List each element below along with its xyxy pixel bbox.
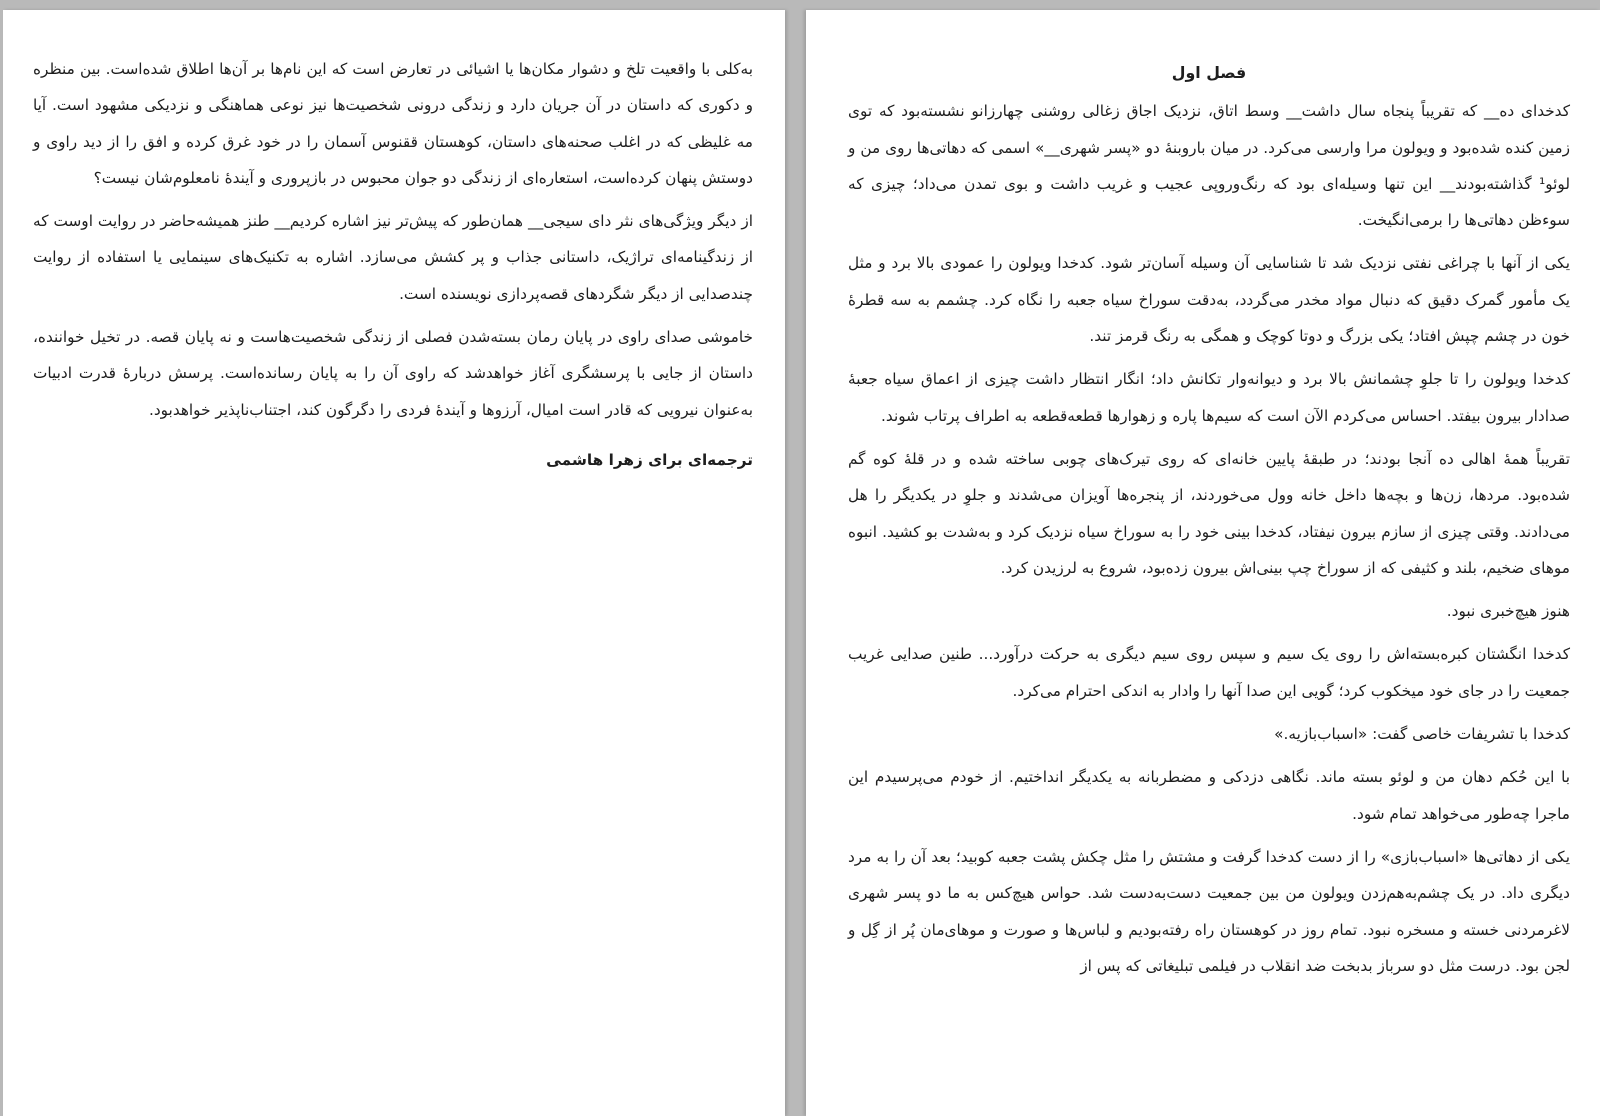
paragraph: به‌کلی با واقعیت تلخ و دشوار مکان‌ها یا اشیائی در تعارض است که این نام‌ها بر آن‌ها اطلاق شده‌است. بین منظره و دکوری که داستان در آن جریان دارد و زندگی درونی شخصیت‌ها نیز نوعی هماهنگی و نزدیکی مشهود است. آیا مه غلیظی که در اغلب صحنه‌های داستان، کوهستان ققنوس آسمان را در خود غرق کرده و افق را از دید راوی و دوستش پنهان کرده‌است، استعاره‌ای از زندگی دو جوان محبوس در بازپروری و آیندهٔ نامعلوم‌شان نیست؟: [33, 60, 753, 187]
translator-credit: ترجمه‌ای برای زهرا هاشمی: [546, 450, 753, 469]
paragraph: با این حُکم دهان من و لوئو بسته ماند. نگاهی دزدکی و مضطربانه به یکدیگر انداختیم. از خودم می‌پرسیدم این ماجرا چه‌طور می‌خواهد تمام شود.: [848, 768, 1570, 823]
paragraph: تقریباً همهٔ اهالی ده آنجا بودند؛ در طبقهٔ پایین خانه‌ای که روی تیرک‌های چوبی ساخته شده و در قلهٔ کوه گم شده‌بود. مردها، زن‌ها و بچه‌ها داخل خانه وول می‌خوردند، از پنجره‌ها آویزان می‌شدند و جلوِ در یکدیگر را هل می‌دادند. وقتی چیزی از سازم بیرون نیفتاد، کدخدا بینی خود را به سوراخ سیاه نزدیک کرد و به‌شدت بو کشید. انبوه موهای ضخیم، بلند و کثیفی که از سوراخ چپ بینی‌اش بیرون زده‌بود، شروع به لرزیدن کرد.: [848, 449, 1570, 577]
paragraph: یکی از آنها با چراغی نفتی نزدیک شد تا شناسایی آن وسیله آسان‌تر شود. کدخدا ویولون را عمودی بالا برد و مثل یک مأمور گمرک دقیق که دنبال مواد مخدر می‌گردد، به‌دقت سوراخ سیاه جعبه را نگاه کرد. چشمم به سه قطرهٔ خون در چشم چپش افتاد؛ یکی بزرگ و دوتا کوچک و همگی به رنگ قرمز تند.: [848, 254, 1570, 346]
paragraph: از دیگر ویژگی‌های نثر دای سیجی__ همان‌طور که پیش‌تر نیز اشاره کردیم__ طنز همیشه‌حاضر در روایت اوست که از زندگینامه‌ای تراژیک، داستانی جذاب و پر کشش می‌سازد. اشاره به تکنیک‌های سینمایی یا استفاده از روایت چندصدایی از دیگر شگردهای قصه‌پردازی نویسنده است.: [33, 212, 753, 303]
paragraph: یکی از دهاتی‌ها «اسباب‌بازی» را از دست کدخدا گرفت و مشتش را مثل چکش پشت جعبه کوبید؛ بعد آن را به مرد دیگری داد. در یک چشم‌به‌هم‌زدن ویولون من بین جمعیت دست‌به‌دست شد. حواس هیچ‌کس به ما دو پسر شهری لاغرمردنی خسته و مسخره نبود. تمام روز در کوهستان راه رفته‌بودیم و لباس‌ها و صورت و موهای‌مان پُر از گِل و لجن بود. درست مثل دو سرباز بدبخت ضد انقلاب در فیلمی تبلیغاتی که پس از: [848, 847, 1570, 975]
paragraph: خاموشی صدای راوی در پایان رمان بسته‌شدن فصلی از زندگی شخصیت‌هاست و نه پایان قصه. در تخیل خواننده، داستان از جایی با پرسشگری آغاز خواهدشد که راوی آن را به پایان رسانده‌است. پرسش دربارهٔ قدرت ادبیات به‌عنوان نیرویی که قادر است امیال، آرزوها و آیندهٔ فردی را دگرگون کند، اجتناب‌ناپذیر خواهدبود.: [33, 328, 753, 419]
paragraph: کدخدای ده__ که تقریباً پنجاه سال داشت__ وسط اتاق، نزدیک اجاق زغالی روشنی چهارزانو نشسته‌بود که توی زمین کنده شده‌بود و ویولون مرا وارسی می‌کرد. در میان باروبنهٔ دو «پسر شهری__» اسمی که دهاتی‌ها روی من و لوئو¹ گذاشته‌بودند__ این تنها وسیله‌ای بود که رنگ‌وروپی عجیب و غریب داشت و بوی تمدن می‌داد؛ چیزی که سوءظن دهاتی‌ها را برمی‌انگیخت.: [848, 102, 1570, 230]
paragraph: کدخدا انگشتان کبره‌بسته‌اش را روی یک سیم و سپس روی سیم دیگری به حرکت درآورد... طنین صدایی غریب جمعیت را در جای خود میخکوب کرد؛ گویی این صدا آنها را وادار به اندکی احترام می‌کرد.: [848, 645, 1570, 700]
chapter-title: فصل اول: [1171, 63, 1247, 82]
left-page: [3, 10, 785, 1116]
paragraph: کدخدا ویولون را تا جلوِ چشمانش بالا برد و دیوانه‌وار تکانش داد؛ انگار انتظار داشت چیزی از اعماق سیاه جعبهٔ صدادار بیرون بیفتد. احساس می‌کردم الآن است که سیم‌ها پاره و زهوارها قطعه‌قطعه به اطراف پرتاب شوند.: [848, 370, 1570, 425]
right-page: [806, 10, 1600, 1116]
paragraph: هنوز هیچ‌خبری نبود.: [1446, 602, 1570, 621]
paragraph: کدخدا با تشریفات خاصی گفت: «اسباب‌بازیه.»: [1274, 725, 1570, 744]
